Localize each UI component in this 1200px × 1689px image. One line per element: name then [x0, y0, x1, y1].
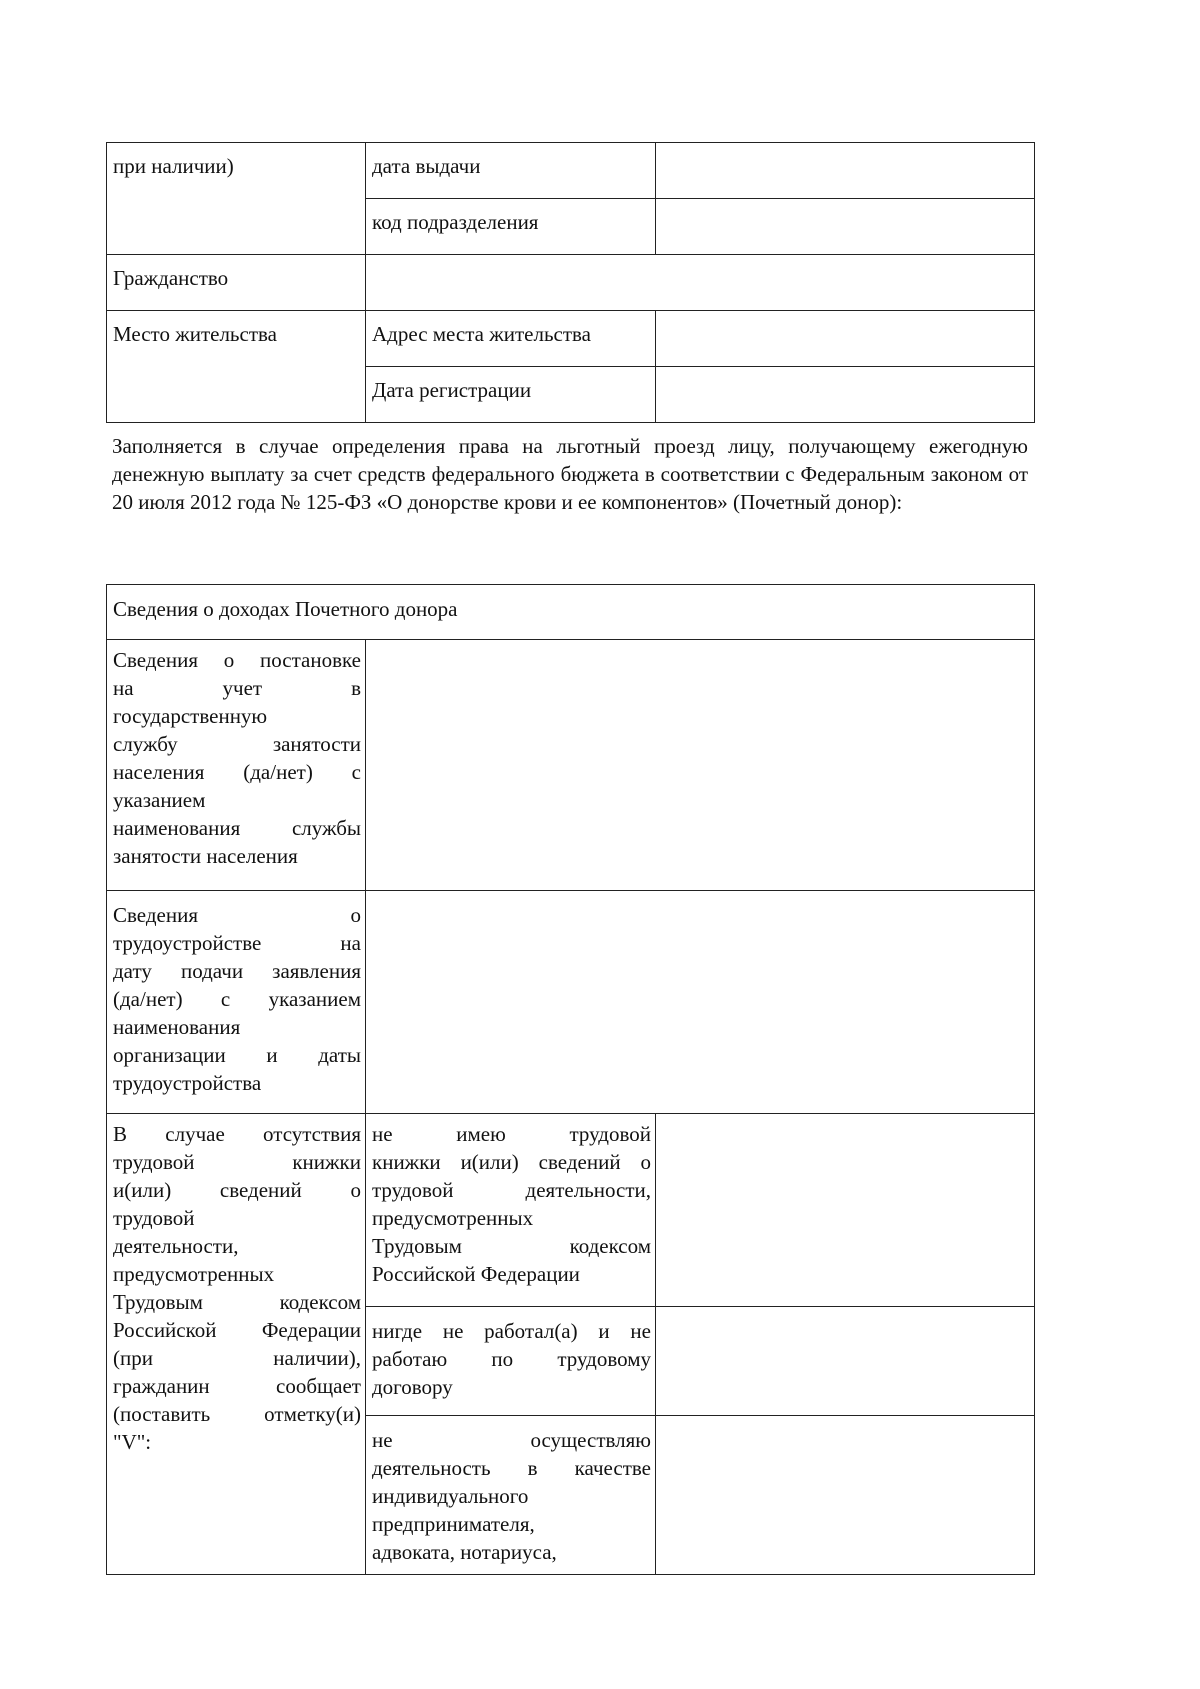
label-line: трудоустройства — [113, 1071, 262, 1095]
label-line: Российской Федерации — [113, 1318, 361, 1342]
label-line: Сведения о постановке — [113, 648, 361, 672]
donor-income-table — [106, 584, 1035, 1575]
label-line: "V": — [113, 1430, 152, 1454]
label-line: адвоката, нотариуса, — [372, 1540, 557, 1564]
label-line: Трудовым кодексом — [372, 1234, 651, 1258]
label-line: указанием — [113, 788, 206, 812]
label-line: В случае отсутствия — [113, 1122, 361, 1146]
address-label-cell — [366, 311, 656, 367]
no-workbook-label — [107, 1114, 366, 1575]
label-line: индивидуального — [372, 1484, 529, 1508]
label-line: трудовой книжки — [113, 1150, 361, 1174]
employment-label — [107, 891, 366, 1114]
option-no-business-mark[interactable] — [656, 1416, 1035, 1575]
employment-service-field[interactable] — [366, 640, 1035, 891]
label-line: (поставить отметку(и) — [113, 1402, 361, 1426]
label-line: предусмотренных — [113, 1262, 275, 1286]
label-line: нигде не работал(а) и не — [372, 1319, 651, 1343]
registration-date-label-cell — [366, 367, 656, 423]
label-line: занятости населения — [113, 844, 298, 868]
label-line: дату подачи заявления — [113, 959, 361, 983]
residence-label-cell — [107, 311, 366, 423]
option-never-worked-label — [366, 1307, 656, 1416]
label-line: (при наличии), — [113, 1346, 361, 1370]
label-line: не имею трудовой — [372, 1122, 651, 1146]
option-no-business-label — [366, 1416, 656, 1575]
address-label: Адрес места жительства — [372, 322, 591, 346]
label-line: трудовой — [113, 1206, 195, 1230]
passport-table — [106, 142, 1035, 423]
label-line: службу занятости — [113, 732, 361, 756]
employment-service-label — [107, 640, 366, 891]
citizenship-field[interactable] — [366, 255, 1035, 311]
label-line: государственную — [113, 704, 268, 728]
label-line: трудоустройстве на — [113, 931, 361, 955]
label-line: договору — [372, 1375, 453, 1399]
registration-date-field[interactable] — [656, 367, 1035, 423]
honorary-donor-note: Заполняется в случае определения права на льготный проезд лицу, получающему ежегодную денежную выплату за счет средств федерального бюджета в соответствии с Федеральным законом от 20 июля 2012 года № 125-ФЗ «О донорстве крови и ее компонентов» (Почетный донор): — [112, 434, 1028, 514]
label-line: трудовой деятельности, — [372, 1178, 651, 1202]
passport-label-cell — [107, 143, 366, 255]
label-line: предусмотренных — [372, 1206, 534, 1230]
donor-income-header: Сведения о доходах Почетного донора — [107, 585, 1035, 640]
label-line: не осуществляю — [372, 1428, 651, 1452]
employment-field[interactable] — [366, 891, 1035, 1114]
label-line: Сведения о — [113, 903, 361, 927]
division-code-label: код подразделения — [372, 210, 539, 234]
label-line: наименования службы — [113, 816, 361, 840]
label-line: населения (да/нет) с — [113, 760, 361, 784]
option-never-worked-mark[interactable] — [656, 1307, 1035, 1416]
label-line: работаю по трудовому — [372, 1347, 651, 1371]
label-line: предпринимателя, — [372, 1512, 535, 1536]
label-line: организации и даты — [113, 1043, 361, 1067]
option-no-workbook-label — [366, 1114, 656, 1307]
label-line: Трудовым кодексом — [113, 1290, 361, 1314]
label-line: книжки и(или) сведений о — [372, 1150, 651, 1174]
residence-label: Место жительства — [113, 322, 277, 346]
label-line: наименования — [113, 1015, 241, 1039]
label-line: Российской Федерации — [372, 1262, 580, 1286]
address-field[interactable] — [656, 311, 1035, 367]
passport-label: при наличии) — [113, 154, 234, 178]
label-line: гражданин сообщает — [113, 1374, 361, 1398]
citizenship-label-cell — [107, 255, 366, 311]
issue-date-label-cell — [366, 143, 656, 199]
citizenship-label: Гражданство — [113, 266, 229, 290]
label-line: на учет в — [113, 676, 361, 700]
option-no-workbook-mark[interactable] — [656, 1114, 1035, 1307]
label-line: и(или) сведений о — [113, 1178, 361, 1202]
label-line: деятельность в качестве — [372, 1456, 651, 1480]
division-code-field[interactable] — [656, 199, 1035, 255]
issue-date-field[interactable] — [656, 143, 1035, 199]
issue-date-label: дата выдачи — [372, 154, 481, 178]
label-line: (да/нет) с указанием — [113, 987, 361, 1011]
label-line: деятельности, — [113, 1234, 239, 1258]
registration-date-label: Дата регистрации — [372, 378, 532, 402]
division-code-label-cell — [366, 199, 656, 255]
